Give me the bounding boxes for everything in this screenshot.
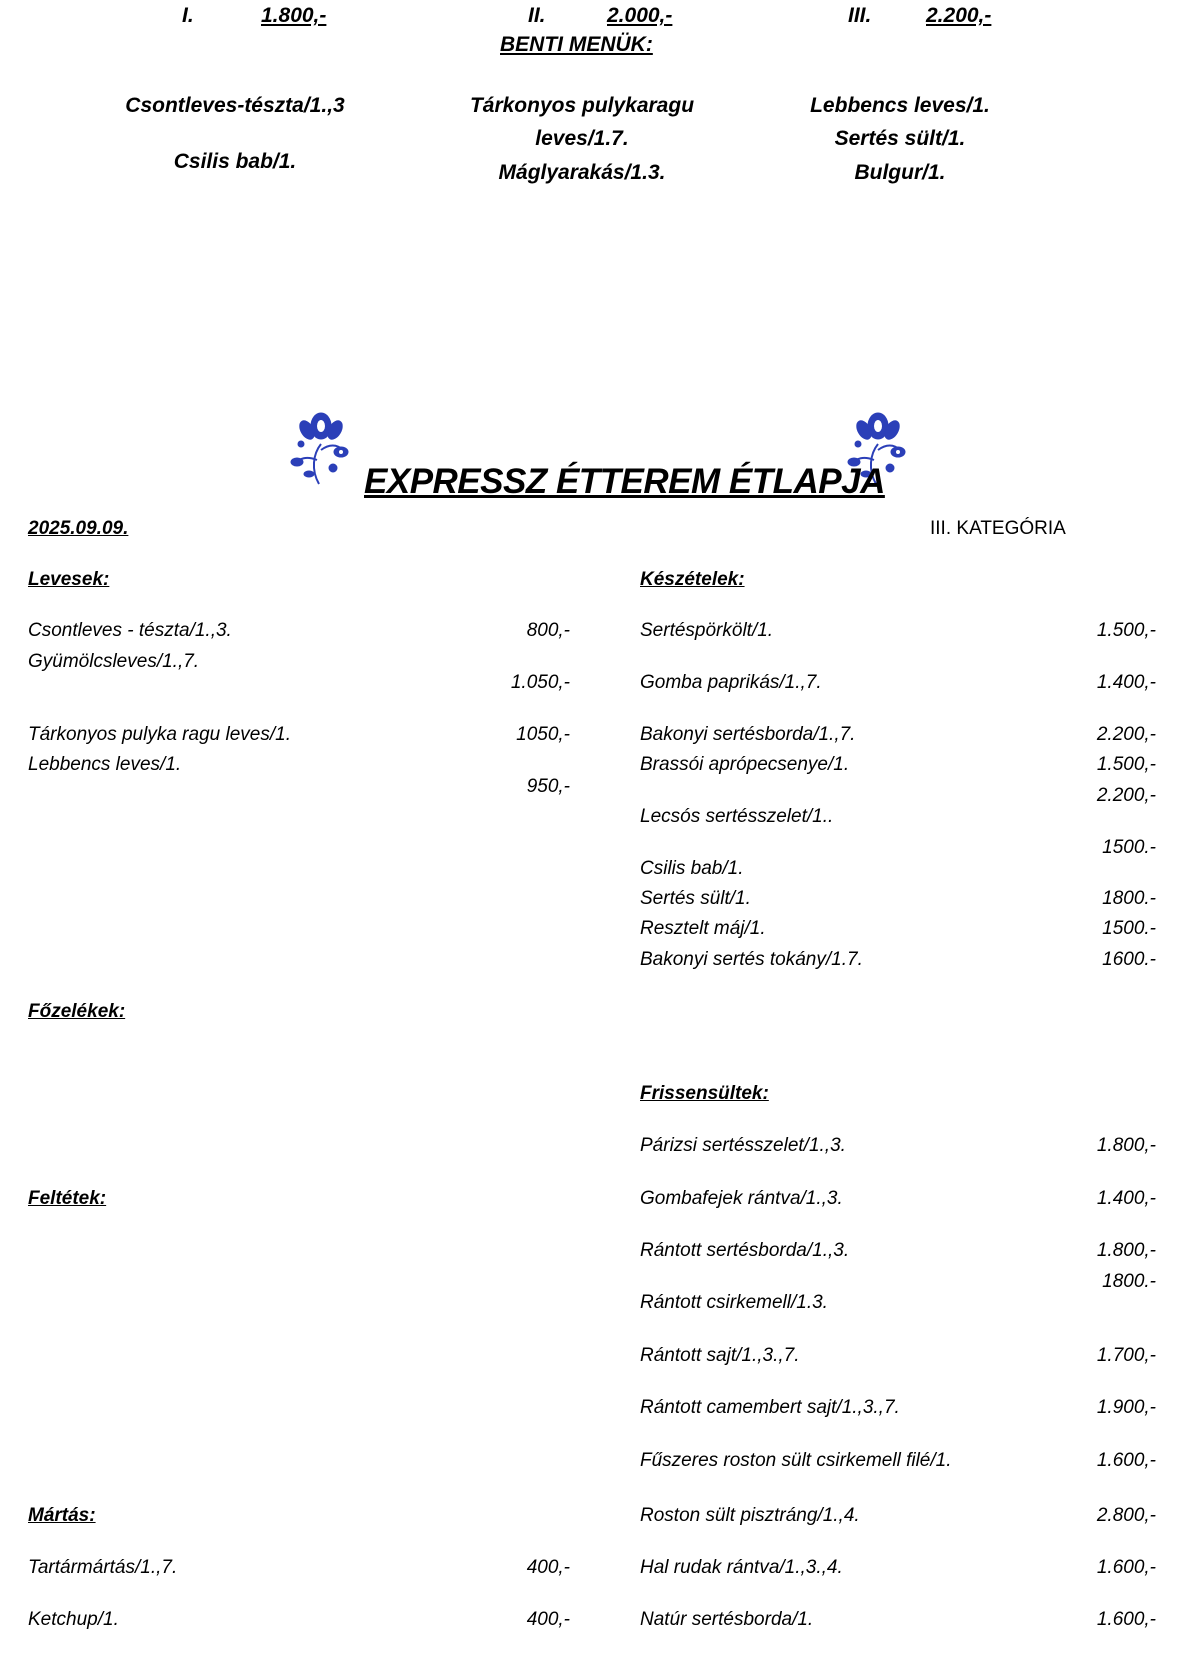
soup-price: 800,- [526, 620, 570, 641]
grill-item: Roston sült pisztráng/1.,4. [640, 1505, 860, 1526]
grill-item: Rántott sajt/1.,3.,7. [640, 1345, 800, 1366]
grill-item: Hal rudak rántva/1.,3.,4. [640, 1557, 843, 1578]
sauce-price: 400,- [526, 1557, 570, 1578]
grill-price: 1.600,- [1096, 1450, 1156, 1471]
feltetek-header: Feltétek: [28, 1188, 107, 1209]
grill-item: Rántott camembert sajt/1.,3.,7. [640, 1397, 900, 1418]
benti-col1-item: Csontleves-tészta/1.,3 [125, 94, 345, 117]
menu-date: 2025.09.09. [28, 518, 129, 539]
benti-col2-item: leves/1.7. [535, 127, 629, 150]
benti-col3-item: Sertés sült/1. [834, 127, 966, 150]
grill-price: 1.700,- [1096, 1345, 1156, 1366]
dish-price: 1500.- [1102, 918, 1156, 939]
dish-item: Gomba paprikás/1.,7. [640, 672, 822, 693]
dish-price: 1500.- [1102, 837, 1156, 858]
grill-price: 1.400,- [1096, 1188, 1156, 1209]
dish-price: 1600.- [1102, 949, 1156, 970]
soup-item: Lebbencs leves/1. [28, 754, 182, 775]
benti-col3-item: Bulgur/1. [854, 161, 946, 184]
dish-price: 1.500,- [1096, 620, 1156, 641]
flower-ornament-left-icon [289, 410, 351, 486]
grill-item: Párizsi sertésszelet/1.,3. [640, 1135, 846, 1156]
grill-item: Natúr sertésborda/1. [640, 1609, 814, 1630]
levesek-header: Levesek: [28, 569, 110, 590]
grill-price: 1.800,- [1096, 1240, 1156, 1261]
dish-price: 1.400,- [1096, 672, 1156, 693]
grill-item: Fűszeres roston sült csirkemell filé/1. [640, 1450, 952, 1471]
page-title: EXPRESSZ ÉTTEREM ÉTLAPJA [364, 462, 885, 501]
menu-1-price: 1.800,- [261, 4, 327, 27]
grill-item: Rántott sertésborda/1.,3. [640, 1240, 850, 1261]
sauce-item: Tartármártás/1.,7. [28, 1557, 178, 1578]
benti-col3-item: Lebbencs leves/1. [810, 94, 990, 117]
benti-col2-item: Máglyarakás/1.3. [498, 161, 666, 184]
soup-price: 1050,- [516, 724, 570, 745]
grill-price: 1800.- [1102, 1271, 1156, 1292]
dish-price: 2.200,- [1096, 724, 1156, 745]
dish-item: Sertés sült/1. [640, 888, 751, 909]
frissensultek-header: Frissensültek: [640, 1083, 769, 1104]
grill-price: 1.600,- [1096, 1609, 1156, 1630]
dish-price: 1800.- [1102, 888, 1156, 909]
dish-item: Lecsós sertésszelet/1.. [640, 806, 834, 827]
martas-header: Mártás: [28, 1505, 96, 1526]
dish-price: 1.500,- [1096, 754, 1156, 775]
soup-price: 950,- [526, 776, 570, 797]
soup-item: Tárkonyos pulyka ragu leves/1. [28, 724, 291, 745]
grill-price: 2.800,- [1096, 1505, 1156, 1526]
grill-item: Rántott csirkemell/1.3. [640, 1292, 828, 1313]
menu-3-price: 2.200,- [926, 4, 992, 27]
benti-col1-item: Csilis bab/1. [173, 150, 297, 173]
sauce-price: 400,- [526, 1609, 570, 1630]
grill-price: 1.800,- [1096, 1135, 1156, 1156]
dish-item: Bakonyi sertés tokány/1.7. [640, 949, 863, 970]
menu-2-price: 2.000,- [607, 4, 673, 27]
fozelekek-header: Főzelékek: [28, 1001, 126, 1022]
soup-item: Csontleves - tészta/1.,3. [28, 620, 232, 641]
category-label: III. KATEGÓRIA [930, 518, 1066, 539]
grill-item: Gombafejek rántva/1.,3. [640, 1188, 843, 1209]
menu-3-label: III. [848, 4, 872, 27]
grill-price: 1.900,- [1096, 1397, 1156, 1418]
dish-item: Resztelt máj/1. [640, 918, 766, 939]
soup-price: 1.050,- [510, 672, 570, 693]
grill-price: 1.600,- [1096, 1557, 1156, 1578]
benti-col2-item: Tárkonyos pulykaragu [469, 94, 695, 117]
menu-2-label: II. [528, 4, 546, 27]
keszetelek-header: Készételek: [640, 569, 745, 590]
dish-item: Brassói aprópecsenye/1. [640, 754, 850, 775]
menu-1-label: I. [182, 4, 194, 27]
dish-item: Csilis bab/1. [640, 858, 744, 879]
dish-price: 2.200,- [1096, 785, 1156, 806]
soup-item: Gyümölcsleves/1.,7. [28, 651, 200, 672]
dish-item: Bakonyi sertésborda/1.,7. [640, 724, 856, 745]
sauce-item: Ketchup/1. [28, 1609, 119, 1630]
benti-menuk-title: BENTI MENÜK: [500, 33, 653, 56]
dish-item: Sertéspörkölt/1. [640, 620, 774, 641]
